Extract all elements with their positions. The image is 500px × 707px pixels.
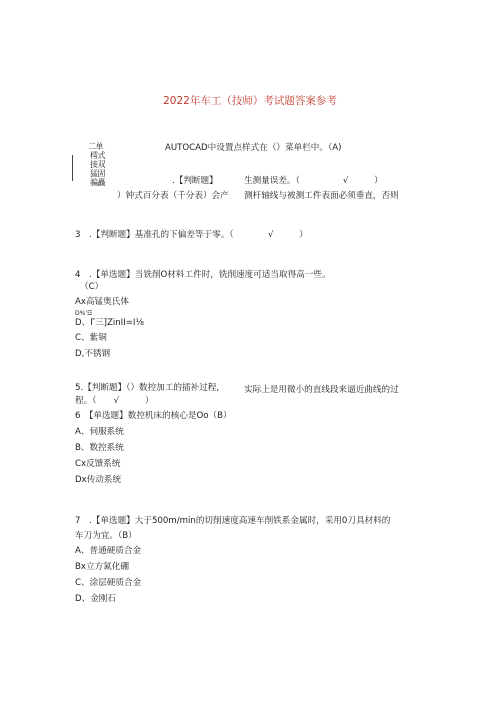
question-7-text: 7 .【单选题】大于500m∕min的切削速度高速车削铁系金属时，采用0刀具材料的 (75, 516, 391, 526)
stack-bracket (72, 155, 79, 181)
stack-line: 猛固 (90, 169, 105, 178)
stack-line: 接双 (90, 160, 105, 169)
page-title: 2022年车工（技师）考试题答案参考 (163, 95, 337, 107)
question-6-text: 6 【单选题】数控机床的核心是Oo（B） (75, 411, 232, 421)
stack-line: 骗矗 (90, 178, 105, 187)
question-2-tag: .【判断题】 (172, 176, 218, 186)
question-2-tail: 生测量误差。（ √ ） (244, 176, 383, 186)
stack-line: 樗式 (90, 151, 105, 160)
question-4-option: D%'☲ (75, 310, 93, 317)
question-6-option: A、伺服系统 (75, 427, 124, 437)
question-4-option: C、紫铜 (75, 333, 107, 343)
stack-line: 二单 (88, 142, 103, 151)
question-7-text2: 车刀为宜。（B） (75, 531, 137, 541)
question-4-option: D,不锈钢 (75, 349, 111, 359)
question-4-option: Ax高锰奥氏体 (75, 297, 129, 307)
question-2-line2-right: 测杆轴线与被测工件表面必须垂直，否则 (244, 191, 399, 201)
question-6-option: B、数控系统 (75, 443, 124, 453)
question-4-text: 4 .【单选题】当铣削O材料工件时，铣削速度可适当取得高一些。 (75, 270, 331, 280)
question-7-option: A、普通硬质合金 (75, 546, 142, 556)
question-5-line1-left: 5.【判断题】（）数控加工的插补过程, (75, 383, 220, 393)
question-7-option: D、金刚石 (75, 594, 116, 604)
question-5-line1-right: 实际上是用微小的直线段来逼近曲线的过 (244, 385, 399, 395)
question-4-answer: （C） (80, 282, 104, 292)
question-4-option: D、Γ三]ZinII=I⅛ (75, 318, 144, 328)
question-6-option: Dx传动系统 (75, 475, 122, 485)
question-3-text: 3 .【判断题】基准孔的下偏差等于零。（ √ ） (75, 230, 308, 240)
question-1-text: AUTOCAD中设置点样式在（）菜单栏中。（A) (165, 143, 342, 153)
question-7-option: C、涂层硬质合金 (75, 578, 142, 588)
question-6-option: Cx反馈系统 (75, 459, 121, 469)
question-7-option: Bx立方氮化硼 (75, 562, 129, 572)
question-5-line2: 程。（ √ ） (75, 396, 154, 406)
question-2-line2-left: ）钟式百分表（千分表）会产 (117, 191, 229, 201)
